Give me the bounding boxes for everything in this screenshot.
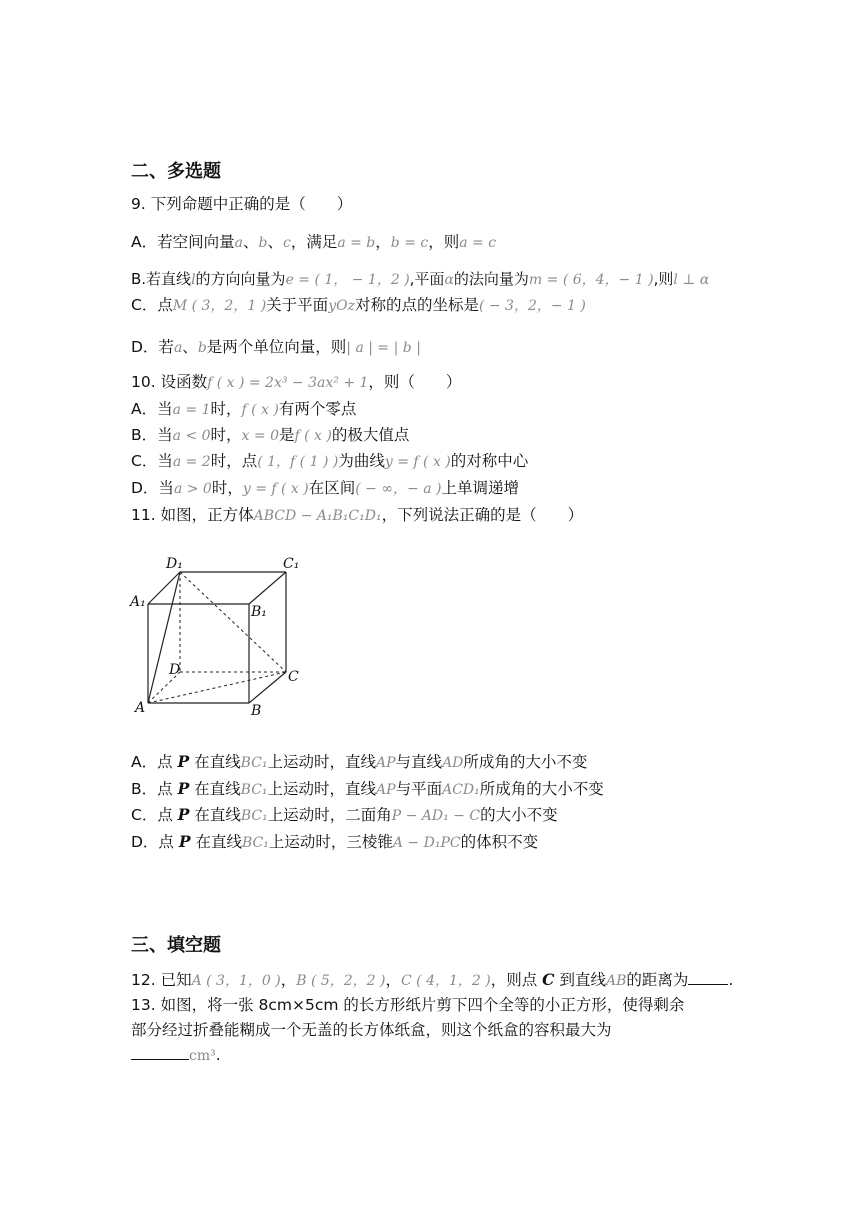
q9-option-a: A．若空间向量a、b、c，满足a = b，b = c，则a = c [131, 233, 497, 251]
label-b1: B₁ [251, 604, 267, 620]
vector-c: c [282, 235, 291, 251]
label-d1: D₁ [166, 556, 183, 572]
q10-option-c: C．当a = 2时，点( 1，f ( 1 ) )为曲线y = f ( x )的对称中心 [131, 452, 529, 470]
section-title-multiple-choice: 二、多选题 [131, 161, 221, 182]
edge-b1-c1 [249, 572, 286, 604]
label-d: D [169, 662, 181, 678]
cube-figure [126, 550, 316, 720]
q11-option-c: C．点 P 在直线BC₁上运动时，二面角P − AD₁ − C的大小不变 [131, 805, 558, 824]
q11-option-a: A．点 P 在直线BC₁上运动时，直线AP与直线AD所成角的大小不变 [131, 752, 588, 771]
q10-option-b: B．当a < 0时，x = 0是f ( x )的极大值点 [131, 426, 410, 444]
vector-a: a [234, 235, 243, 251]
q12: 12. 已知A ( 3，1，0 )，B ( 5，2，2 )，C ( 4，1，2 )，则点 C 到直线AB的距离为 . [131, 970, 734, 989]
q13-line2: 部分经过折叠能糊成一个无盖的长方体纸盒，则这个纸盒的容积最大为 [131, 1021, 612, 1039]
edge-a1-d1 [148, 572, 180, 604]
label-b: B [251, 703, 262, 719]
edge-d1-c [180, 572, 286, 672]
label-a1: A₁ [130, 594, 146, 610]
q11-option-b: B．点 P 在直线BC₁上运动时，直线AP与平面ACD₁所成角的大小不变 [131, 779, 604, 798]
answer-blank[interactable] [688, 970, 728, 985]
edge-a-d1 [148, 572, 180, 703]
vector-b: b [258, 235, 268, 251]
q9-stem: 9. 下列命题中正确的是（ ） [131, 195, 353, 213]
cube-diagram [126, 550, 316, 720]
q10-option-a: A．当a = 1时，f ( x )有两个零点 [131, 400, 357, 418]
q13-line1: 13. 如图，将一张 8cm×5cm 的长方形纸片剪下四个全等的小正方形，使得剩余 [131, 996, 685, 1014]
q10-option-d: D．当a > 0时，y = f ( x )在区间( − ∞，− a )上单调递增 [131, 479, 519, 497]
q11-stem: 11. 如图，正方体ABCD − A₁B₁C₁D₁，下列说法正确的是（ ） [131, 506, 584, 524]
q11-option-d: D．点 P 在直线BC₁上运动时，三棱锥A − D₁PC的体积不变 [131, 832, 539, 851]
q13-line3: cm³. [131, 1045, 221, 1066]
q9-option-b: B.若直线l的方向向量为e = ( 1， − 1，2 ),平面α的法向量为m = ( 6，4，− 1 ),则l ⊥ α [131, 270, 710, 288]
section-title-fill-in: 三、填空题 [131, 935, 221, 956]
q9-option-d: D．若a、b是两个单位向量，则| a | = | b | [131, 338, 421, 356]
label-c: C [288, 669, 299, 685]
label-a: A [135, 700, 146, 716]
q9-option-c: C．点M ( 3，2，1 )关于平面yOz对称的点的坐标是( − 3，2，− 1 ) [131, 296, 586, 314]
label-c1: C₁ [283, 556, 300, 572]
q10-stem: 10. 设函数f ( x ) = 2x³ − 3ax² + 1，则（ ） [131, 373, 462, 391]
answer-blank[interactable] [131, 1045, 189, 1060]
